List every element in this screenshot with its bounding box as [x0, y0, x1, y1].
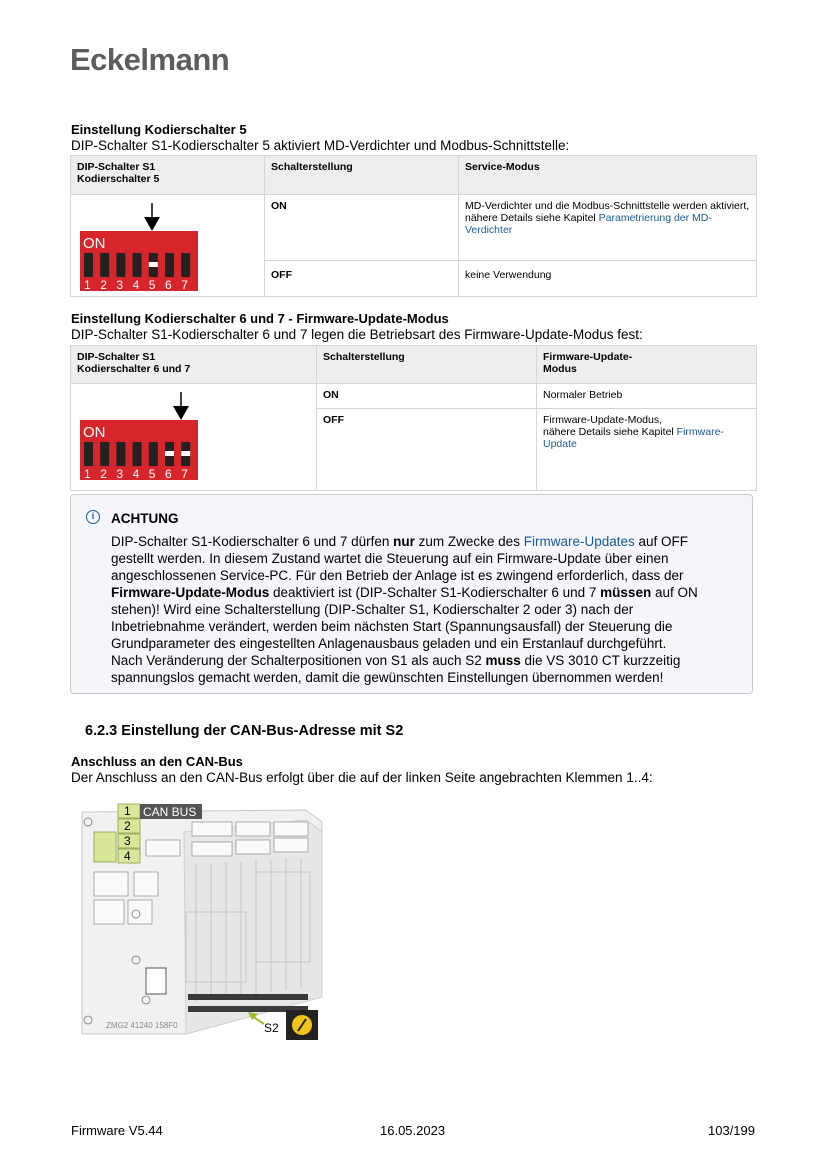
dip-number-4: 4 — [132, 467, 140, 480]
dip-switch-illustration-2 — [80, 390, 198, 480]
dip-number-2: 2 — [100, 467, 107, 480]
notice-title: ACHTUNG — [111, 511, 179, 526]
dip-table-switch67 — [70, 345, 757, 491]
table2-row-off-state: OFF — [317, 409, 537, 491]
table1-header-mode: Service-Modus — [459, 156, 757, 195]
dip-switch-5-marker — [149, 262, 158, 267]
dip-switch-1 — [84, 253, 93, 277]
terminal-2-label: 2 — [124, 819, 131, 833]
dip-switch-6 — [165, 253, 174, 277]
dip-switch-5 — [149, 442, 158, 466]
table2-header-state: Schalterstellung — [317, 346, 537, 384]
section1-intro: DIP-Schalter S1-Kodierschalter 5 aktiviert MD-Verdichter und Modbus-Schnittstelle: — [71, 138, 570, 153]
dip-number-4: 4 — [132, 278, 140, 291]
arrow-down-icon — [173, 406, 189, 420]
table1-header-switch: DIP-Schalter S1 Kodierschalter 5 — [71, 156, 265, 195]
footer-page: 103/199 — [708, 1123, 755, 1138]
dip-switch-1 — [84, 442, 93, 466]
section2-title: Einstellung Kodierschalter 6 und 7 - Firmware-Update-Modus — [71, 311, 449, 326]
controller-photo — [76, 802, 336, 1047]
can-bus-text: Der Anschluss an den CAN-Bus erfolgt über die auf der linken Seite angebrachten Klemmen 1..4: — [71, 770, 653, 785]
table2-header-switch: DIP-Schalter S1 Kodierschalter 6 und 7 — [71, 346, 317, 384]
table1-row-off-state: OFF — [265, 261, 459, 297]
dip-number-2: 2 — [100, 278, 107, 291]
dip-number-3: 3 — [116, 278, 124, 291]
dip-switch-4 — [133, 253, 142, 277]
table2-row-off-text: Firmware-Update-Modus, nähere Details siehe Kapitel Firmware-Update — [537, 409, 757, 491]
dip-number-6: 6 — [165, 278, 172, 291]
dip-number-5: 5 — [148, 278, 156, 291]
table2-header-mode: Firmware-Update- Modus — [537, 346, 757, 384]
info-icon: i — [86, 510, 100, 524]
dip-switch-7 — [181, 253, 190, 277]
dip-switch-6-marker — [165, 451, 174, 456]
dip-number-7: 7 — [181, 467, 188, 480]
dip-switch-2 — [100, 442, 109, 466]
dip-image-cell-2 — [71, 384, 317, 491]
dip-number-6: 6 — [165, 467, 172, 480]
terminal-1-label: 1 — [124, 804, 131, 818]
dip-switch-3 — [116, 253, 125, 277]
dip-number-1: 1 — [84, 278, 91, 291]
dip-on-label: ON — [83, 424, 106, 441]
can-bus-label: CAN BUS — [143, 805, 197, 819]
dip-switch-illustration — [80, 201, 198, 291]
link-firmware-update[interactable]: Firmware-Update — [543, 426, 724, 450]
table1-header-state: Schalterstellung — [265, 156, 459, 195]
footer-date: 16.05.2023 — [380, 1123, 446, 1138]
section1-title: Einstellung Kodierschalter 5 — [71, 122, 247, 137]
dip-on-label: ON — [83, 235, 106, 252]
link-md-verdichter[interactable]: Parametrierung der MD-Verdichter — [465, 212, 712, 236]
dip-number-1: 1 — [84, 467, 91, 480]
section-heading-6-2-3: 6.2.3 Einstellung der CAN-Bus-Adresse mit S2 — [85, 723, 404, 739]
dip-switch-7-marker — [181, 451, 190, 456]
can-bus-subtitle: Anschluss an den CAN-Bus — [71, 754, 243, 769]
dip-table-switch5 — [70, 155, 757, 297]
eckelmann-logo: Eckelmann — [70, 42, 230, 77]
terminal-4-label: 4 — [124, 849, 131, 863]
module-label: ZMG2 41240 158F0 — [106, 1021, 178, 1030]
achtung-notice — [70, 494, 753, 694]
table2-row-on-text: Normaler Betrieb — [537, 384, 757, 409]
s2-label: S2 — [264, 1021, 279, 1035]
notice-body: DIP-Schalter S1-Kodierschalter 6 und 7 dürfen nur zum Zwecke des Firmware-Updates auf OFF gestellt werden. In diesem Zustand wartet die Steuerung auf ein Firmware-Update über einen angeschlossenen Service-PC. Für den Betrieb der Anlage ist es zwingend erforderlich, dass der Firmware-Update-Modus deaktiviert ist (DIP-Schalter S1-Kodierschalter 6 und 7 müssen auf ON stehen)! Wird eine Schalterstellung (DIP-Schalter S1, Kodierschalter 2 oder 3) nach der Inbetriebnahme verändert, werden beim nächsten Start (Spannungsausfall) der Steuerung die Grundparameter des eingestellten Anlagenausbaus geladen und ein Erstanlauf durchgeführt. Nach Veränderung der Schalterpositionen von S1 als auch S2 muss die VS 3010 CT kurzzeitig spannungslos gemacht werden, damit die gewünschten Einstellungen übernommen werden! — [111, 534, 698, 685]
table1-row-on-state: ON — [265, 195, 459, 261]
dip-image-cell — [71, 195, 265, 297]
dip-number-3: 3 — [116, 467, 124, 480]
section2-intro: DIP-Schalter S1-Kodierschalter 6 und 7 legen die Betriebsart des Firmware-Update-Modus fest: — [71, 327, 643, 342]
arrow-down-icon — [144, 217, 160, 231]
dip-number-5: 5 — [148, 467, 156, 480]
terminal-3-label: 3 — [124, 834, 131, 848]
dip-number-7: 7 — [181, 278, 188, 291]
footer-version: Firmware V5.44 — [71, 1123, 163, 1138]
link-firmware-updates[interactable]: Firmware-Updates — [523, 534, 635, 549]
dip-switch-3 — [116, 442, 125, 466]
table1-row-off-text: keine Verwendung — [459, 261, 757, 297]
dip-switch-2 — [100, 253, 109, 277]
dip-switch-4 — [133, 442, 142, 466]
table1-row-on-text: MD-Verdichter und die Modbus-Schnittstelle werden aktiviert, nähere Details siehe Kapitel Parametrierung der MD-Verdichter — [459, 195, 757, 261]
table2-row-on-state: ON — [317, 384, 537, 409]
